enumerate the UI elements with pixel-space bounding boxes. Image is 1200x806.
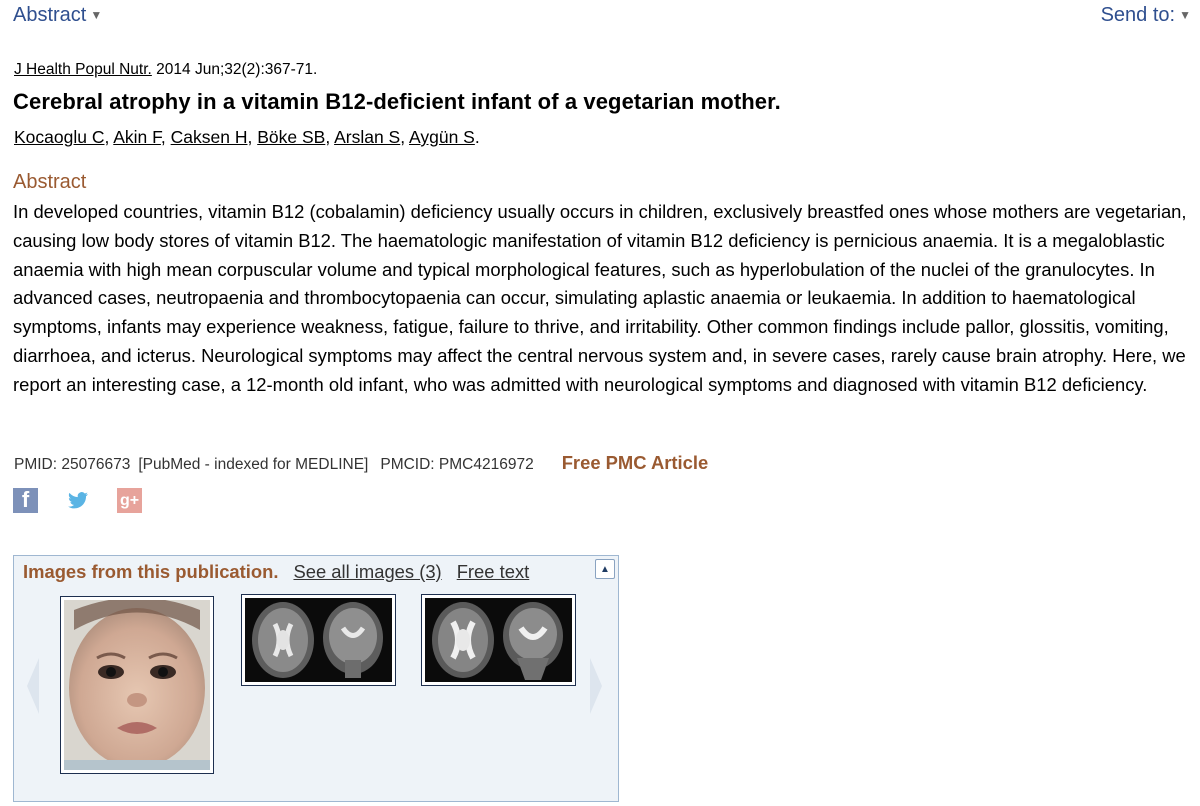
facebook-icon[interactable]: f <box>13 488 38 513</box>
prev-arrow-icon[interactable] <box>25 656 41 716</box>
author-link[interactable]: Caksen H <box>170 127 248 147</box>
journal-link[interactable]: J Health Popul Nutr. <box>14 61 152 78</box>
pmcid: PMCID: PMC4216972 <box>380 456 534 473</box>
author-list: Kocaoglu C, Akin F, Caksen H, Böke SB, Arslan S, Aygün S. <box>14 127 480 147</box>
abstract-heading: Abstract <box>13 171 87 193</box>
top-toolbar <box>0 0 1200 30</box>
collapse-button[interactable] <box>595 559 615 579</box>
free-pmc-article-link[interactable]: Free PMC Article <box>561 452 709 473</box>
social-share-bar <box>13 488 169 513</box>
author-link[interactable]: Kocaoglu C <box>14 127 105 147</box>
author-link[interactable]: Akin F <box>113 127 161 147</box>
abstract-text: In developed countries, vitamin B12 (cobalamin) deficiency usually occurs in children, exclusively breastfed ones whose mothers are vegetarian, causing low body stores of vitamin B12. The haematologic manifestation of vitamin B12 deficiency is pernicious anaemia. It is a megaloblastic anaemia with high mean corpuscular volume and typical morphological features, such as hyperlobulation of the nuclei of the granulocytes. In advanced cases, neutropaenia and thrombocytopaenia can occur, simulating aplastic anaemia or leukaemia. In addition to haematological symptoms, infants may experience weakness, fatigue, failure to thrive, and irritability. Other common findings include pallor, glossitis, vomiting, diarrhoea, and icterus. Neurological symptoms may affect the central nervous system and, in severe cases, rarely cause brain atrophy. Here, we report an interesting case, a 12-month old infant, who was admitted with neurological symptoms and diagnosed with vitamin B12 deficiency. <box>13 201 1187 395</box>
article-title: Cerebral atrophy in a vitamin B12-deficient infant of a vegetarian mother. <box>13 89 781 114</box>
author-link[interactable]: Arslan S <box>334 127 401 147</box>
chevron-down-icon: ▼ <box>90 8 103 22</box>
citation-details: 2014 Jun;32(2):367-71. <box>156 61 318 78</box>
image-gallery <box>13 555 619 802</box>
identifier-line <box>14 452 708 474</box>
twitter-icon[interactable] <box>65 488 90 513</box>
author-link[interactable]: Böke SB <box>257 127 326 147</box>
gallery-title: Images from this publication. <box>23 561 279 582</box>
free-text-link[interactable]: Free text <box>456 561 530 582</box>
google-plus-icon[interactable]: g+ <box>117 488 142 513</box>
citation <box>14 61 317 79</box>
format-dropdown-label: Abstract <box>13 4 87 26</box>
send-to-label: Send to: <box>1100 4 1176 26</box>
author-link[interactable]: Aygün S <box>409 127 475 147</box>
gallery-header <box>23 561 544 583</box>
send-to-dropdown[interactable] <box>1101 4 1191 27</box>
next-arrow-icon[interactable] <box>588 656 604 716</box>
caret-up-icon: ▲ <box>600 563 610 575</box>
format-dropdown[interactable] <box>13 4 102 27</box>
pmid: PMID: 25076673 <box>14 456 131 473</box>
thumbnail-infant-photo[interactable] <box>60 596 214 774</box>
see-all-images-link[interactable]: See all images (3) <box>293 561 442 582</box>
thumbnail-mri-scan-2[interactable] <box>421 594 576 686</box>
thumbnail-mri-scan-1[interactable] <box>241 594 396 686</box>
index-status: [PubMed - indexed for MEDLINE] <box>138 456 369 473</box>
chevron-down-icon: ▼ <box>1179 8 1191 22</box>
